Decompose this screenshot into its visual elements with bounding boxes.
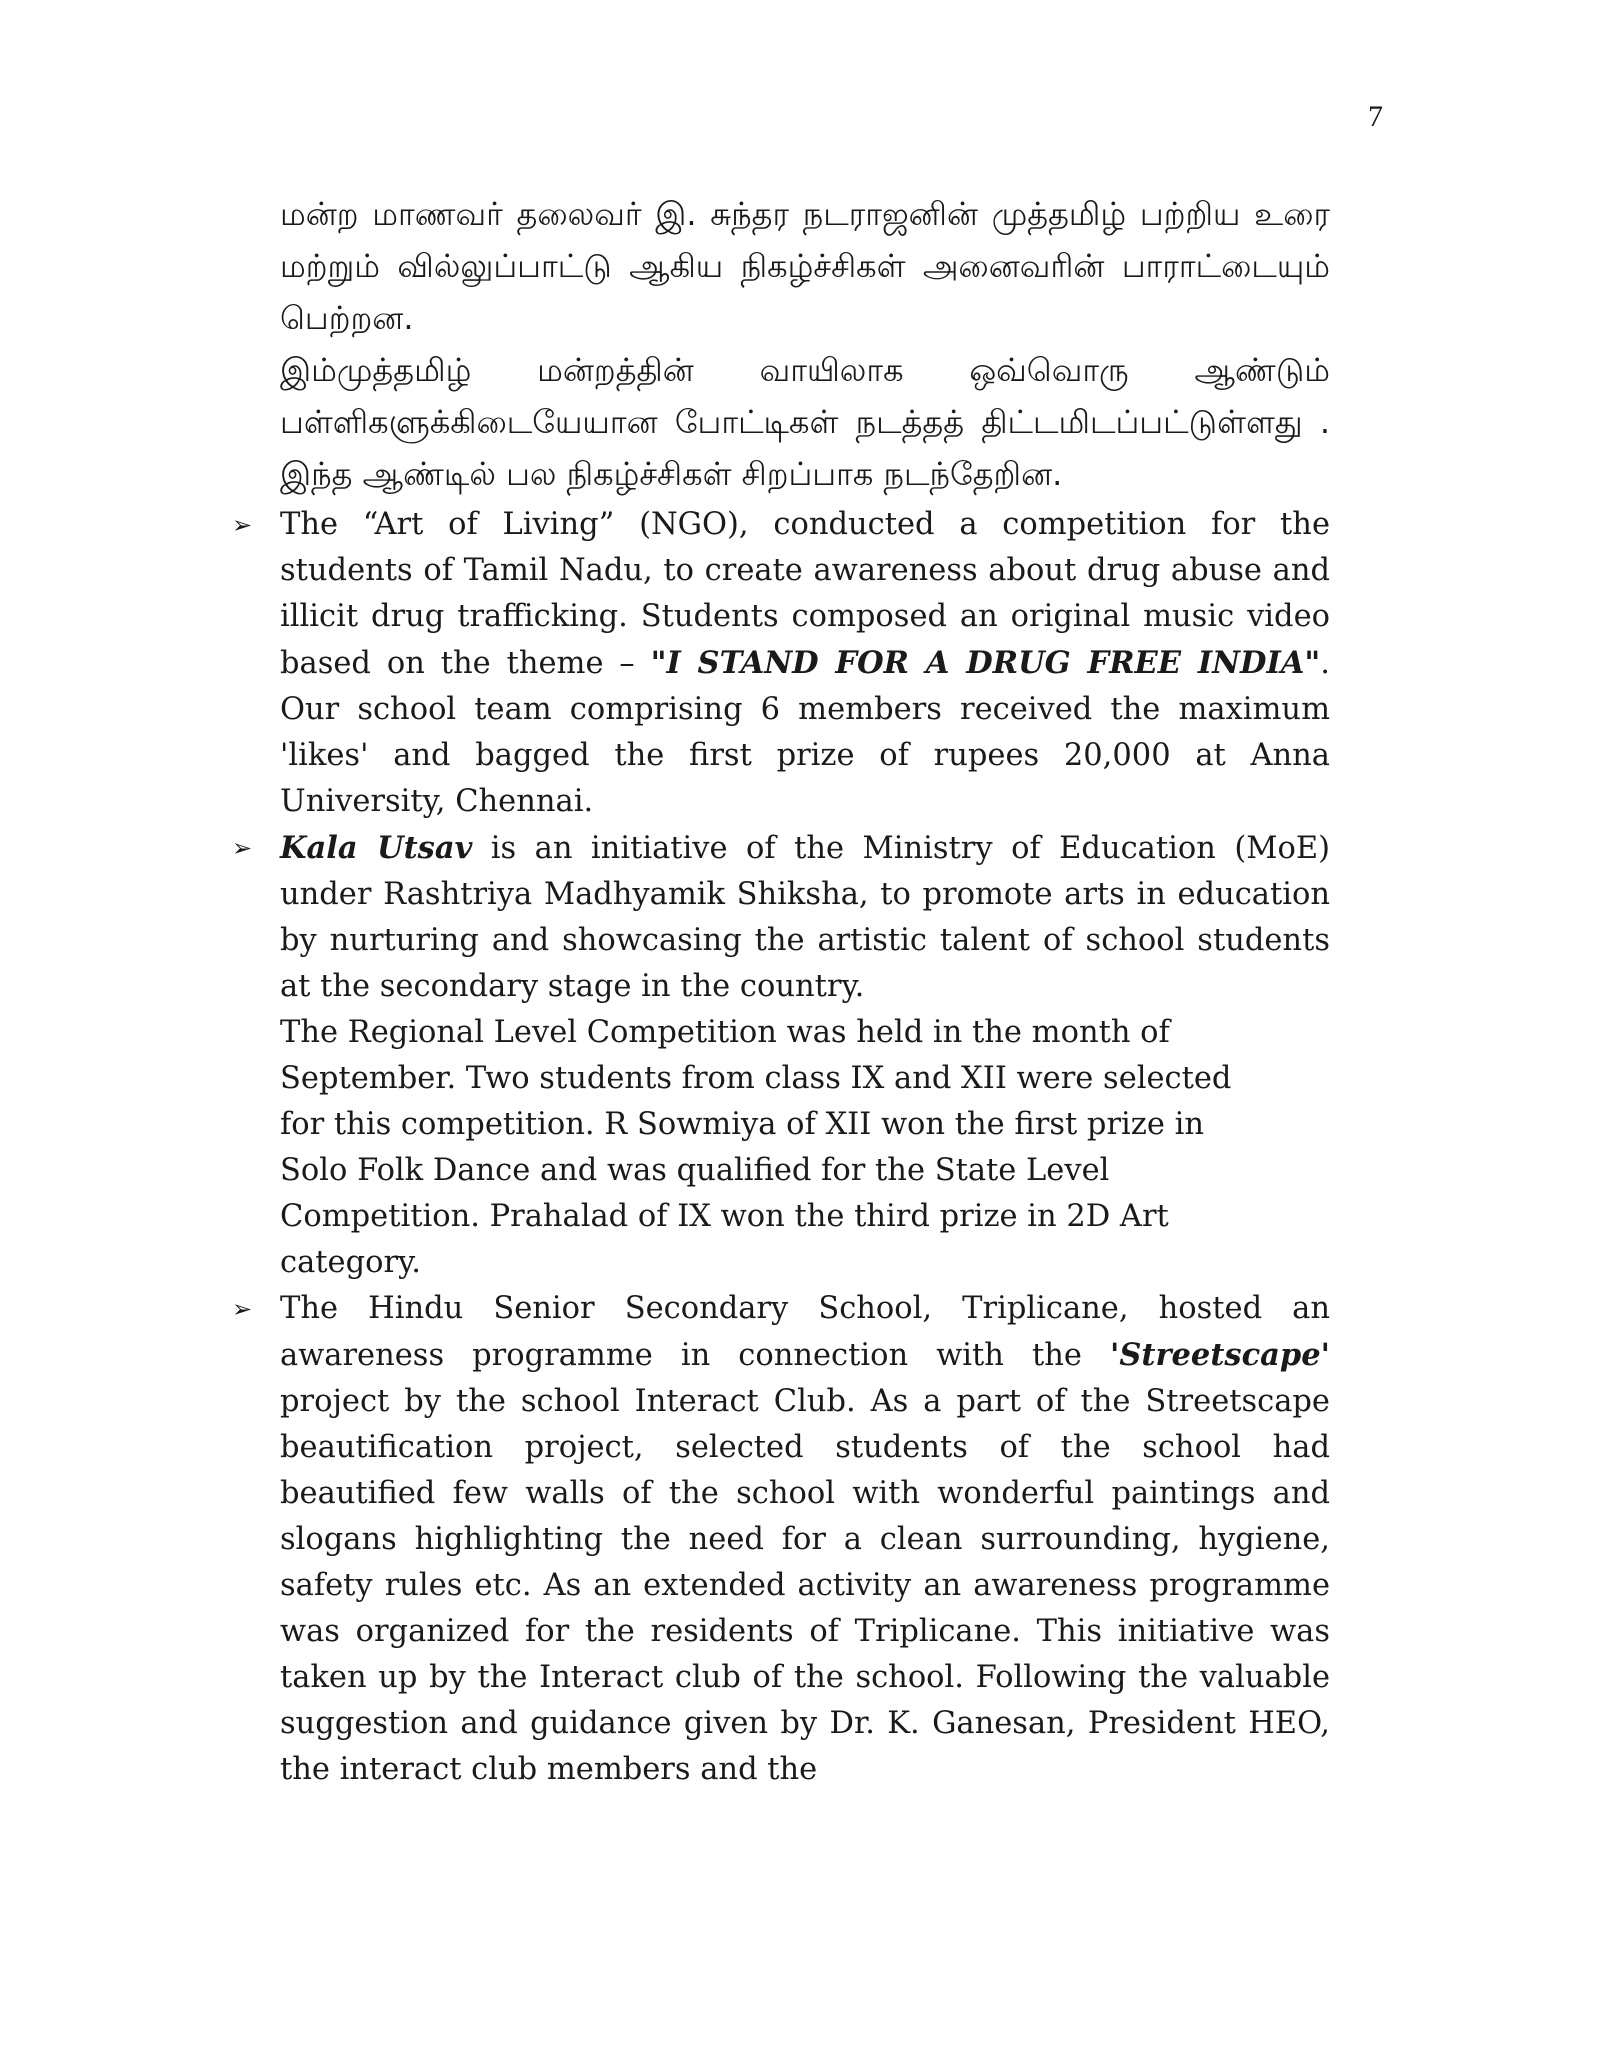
page-number: 7 bbox=[1368, 100, 1383, 133]
bullet-item-art-of-living bbox=[232, 502, 1330, 825]
streetscape-emphasis: 'Streetscape' bbox=[1110, 1337, 1330, 1373]
tamil-paragraph-1: மன்ற மாணவர் தலைவர் இ. சுந்தர நடராஜனின் முத்தமிழ் பற்றிய உரை மற்றும் வில்லுப்பாட்டு ஆகிய நிகழ்ச்சிகள் அனைவரின் பாராட்டையும் பெற்றன. bbox=[280, 195, 1330, 337]
kala-utsav-emphasis: Kala Utsav bbox=[280, 830, 473, 866]
bullet-item-kala-utsav bbox=[232, 825, 1330, 1286]
bullet-item-streetscape bbox=[232, 1286, 1330, 1793]
arrow-bullet-icon: ➢ bbox=[232, 1295, 253, 1323]
bullet-text-start: The Hindu Senior Secondary School, Triplicane, hosted an awareness programme in connection with the bbox=[280, 1291, 1330, 1373]
text-line: Competition. Prahalad of IX won the third prize in 2D Art bbox=[280, 1199, 1169, 1234]
arrow-bullet-icon: ➢ bbox=[232, 834, 253, 862]
tamil-paragraph-3: இந்த ஆண்டில் பல நிகழ்ச்சிகள் சிறப்பாக நடந்தேறின. bbox=[280, 455, 1063, 493]
bullet-text bbox=[280, 502, 1330, 825]
bullet-text bbox=[280, 825, 1330, 1010]
text-line: Solo Folk Dance and was qualified for the State Level bbox=[280, 1153, 1110, 1188]
tamil-section bbox=[280, 188, 1330, 500]
arrow-bullet-icon: ➢ bbox=[232, 511, 253, 539]
bullet-text-end: is an initiative of the Ministry of Education (MoE) under Rashtriya Madhyamik Shiksha, to promote arts in education by nurturing and showcasing the artistic talent of school students at the secondary stage in the country. bbox=[280, 831, 1330, 1004]
text-line: for this competition. R Sowmiya of XII won the first prize in bbox=[280, 1107, 1204, 1142]
text-line: The Regional Level Competition was held in the month of bbox=[280, 1015, 1170, 1050]
regional-competition-paragraph bbox=[280, 1010, 1330, 1286]
page-content bbox=[232, 188, 1330, 1793]
bullet-text bbox=[280, 1286, 1330, 1793]
bullet-text-end: . Our school team comprising 6 members received the maximum 'likes' and bagged the first prize of rupees 20,000 at Anna University, Chennai. bbox=[280, 646, 1330, 819]
text-line: category. bbox=[280, 1245, 421, 1280]
tamil-paragraph-2: இம்முத்தமிழ் மன்றத்தின் வாயிலாக ஒவ்வொரு ஆண்டும் பள்ளிகளுக்கிடையேயான போட்டிகள் நடத்தத் திட்டமிடப்பட்டுள்ளது . bbox=[280, 351, 1330, 441]
theme-emphasis: "I STAND FOR A DRUG FREE INDIA" bbox=[650, 645, 1321, 681]
bullet-text-end: project by the school Interact Club. As a part of the Streetscape beautification project, selected students of the school had beautified few walls of the school with wonderful paintings and slogans highlighting the need for a clean surrounding, hygiene, safety rules etc. As an extended activity an awareness programme was organized for the residents of Triplicane. This initiative was taken up by the Interact club of the school. Following the valuable suggestion and guidance given by Dr. K. Ganesan, President HEO, the interact club members and the bbox=[280, 1384, 1330, 1787]
text-line: September. Two students from class IX and XII were selected bbox=[280, 1061, 1232, 1096]
bullet-text-start: The “Art of Living” (NGO), conducted a competition for the students of Tamil Nadu, to create awareness about drug abuse and illicit drug trafficking. Students composed an original music video based on the theme – bbox=[280, 507, 1330, 681]
